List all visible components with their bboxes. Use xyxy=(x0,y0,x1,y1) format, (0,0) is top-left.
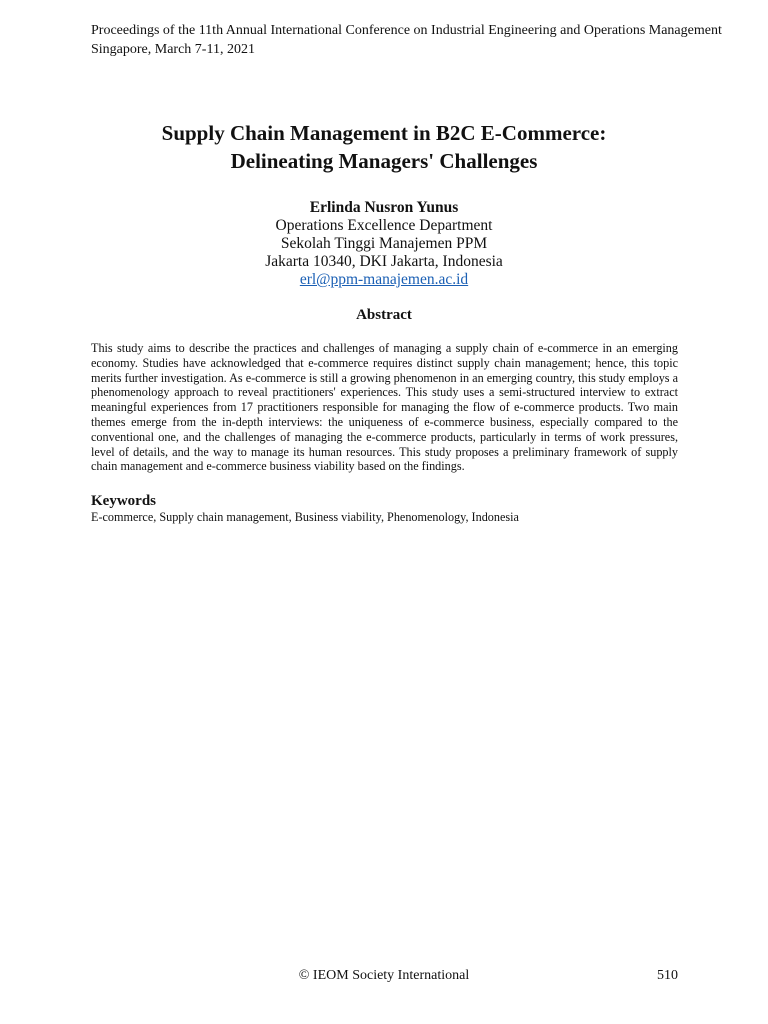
abstract-heading: Abstract xyxy=(356,307,412,323)
abstract-text: This study aims to describe the practices and challenges of managing a supply chain of e-commerce in an emerging economy. Studies have acknowledged that e-commerce requires distinct supply chain management; hence, this topic merits further investigation. As e-commerce is still a growing phenomenon in an emerging country, this study employs a phenomenology approach to reveal practitioners' experiences. This study uses a semi-structured interview to extract meaningful experiences from 17 practitioners responsible for managing the flow of e-commerce products. Two main themes emerge from the in-depth interviews: the uniqueness of e-commerce business, especially compared to the conventional one, and the challenges of managing the e-commerce products, particularly in terms of work pressures, level of details, and the way to manage its human resources. This study proposes a preliminary framework of supply chain management and e-commerce business viability based on the findings. xyxy=(91,341,678,474)
author-email-link[interactable]: erl@ppm-manajemen.ac.id xyxy=(299,271,469,288)
author-institution: Sekolah Tinggi Manajemen PPM xyxy=(280,235,488,252)
footer-copyright: © IEOM Society International xyxy=(298,968,470,983)
author-address: Jakarta 10340, DKI Jakarta, Indonesia xyxy=(265,253,503,270)
paper-title xyxy=(0,119,768,175)
title-line-1: Supply Chain Management in B2C E-Commerce: xyxy=(161,121,607,145)
running-header xyxy=(91,21,731,59)
page-number: 510 xyxy=(657,968,678,983)
title-line-2: Delineating Managers' Challenges xyxy=(230,149,538,173)
keywords-text: E-commerce, Supply chain management, Business viability, Phenomenology, Indonesia xyxy=(91,510,519,524)
author-name: Erlinda Nusron Yunus xyxy=(309,199,459,216)
keywords-heading: Keywords xyxy=(91,493,156,509)
header-conference-line: Proceedings of the 11th Annual International Conference on Industrial Engineering and Operations Management xyxy=(91,23,722,38)
author-block xyxy=(0,199,768,289)
header-location-line: Singapore, March 7-11, 2021 xyxy=(91,42,255,57)
author-department: Operations Excellence Department xyxy=(275,217,493,234)
